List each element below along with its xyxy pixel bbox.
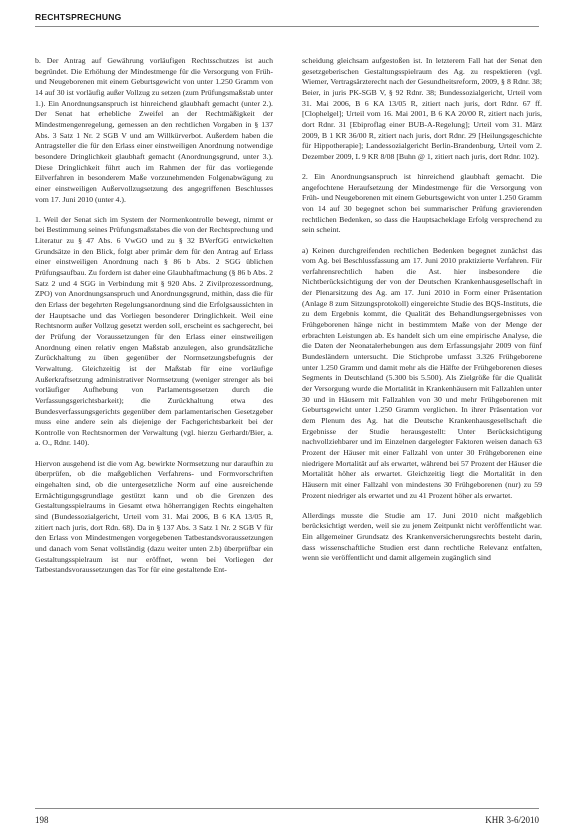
- journal-reference: KHR 3-6/2010: [485, 815, 539, 825]
- left-paragraph-1: b. Der Antrag auf Gewährung vorläufigen Rechtsschutzes ist auch begründet. Die Erhöhung der Mindestmenge für die Versorgung von Früh- und Neugeborenen mit einem Geburtsgewicht von unter 1.250 Gramm von 14 auf 30 ist vorläufig außer Vollzug zu setzen (zum Prüfungsmaßstab unter 1.). Ein Anordnungsanspruch ist hinreichend glaubhaft gemacht (unter 2.). Der Senat hat erhebliche Zweifel an der Rechtmäßigkeit der Mindestmengenregelung, gemessen an den rechtlichen Vorgaben in § 137 Abs. 3 Satz 1 Nr. 2 SGB V und am Willkürverbot. Außerdem haben die Antragsteller die für den Erlass einer einstweiligen Anordnung notwendige besondere Dringlichkeit glaubhaft gemacht (Anordnungsgrund, unter 3.). Diese Dringlichkeit führt auch im Rahmen der für das vorliegende Eilverfahren in besonderem Maße vorzunehmenden Folgenabwägung zu einer einstweiligen Außervollzugsetzung des angegriffenen Beschlusses vom 17. Juni 2010 (unter 4.).: [35, 56, 273, 204]
- section-header: RECHTSPRECHUNG: [35, 12, 122, 22]
- right-paragraph-3: a) Keinen durchgreifenden rechtlichen Bedenken begegnet zunächst das vom Ag. bei Beschlussfassung am 17. Juni 2010 praktizierte Verfahren. Für verfahrensrechtlich haben die Ast. hier insbesondere die Nichtberücksichtigung der von der Deutschen Krankenhausgesellschaft in der Plenarsitzung des Ag. am 17. Juni 2010 in Form einer Präsentation (Anlage 8 zum Sitzungsprotokoll) eingereichte Studie des BQS-Instituts, die zu dem Ergebnis kommt, die Qualität des Behandlungsergebnisses von Frühgeborenen hänge nicht in bestimmtem Maße von der Menge der erbrachten Leistungen ab. Es handelt sich um eine empirische Analyse, die die Daten der Neonatalerhebungen aus dem Erfassungsjahr 2009 von fünf Bundesländern untersucht. Die Stichprobe umfasst 3.326 Frühgeborene unter 1.250 Gramm und damit mehr als die Hälfte der Frühgeborenen dieses Segments in Deutschland (5.300 bis 5.500). Als Zielgröße für die Qualität der Versorgung wurde die Mortalität in Krankenhäusern mit Fallzahlen unter 30 und in Häusern mit Fallzahlen von 30 und mehr Frühgeborenen mit Geburtsgewicht unter 1.250 Gramm verglichen. In ihrer Präsentation vor dem Plenum des Ag. hat die Deutsche Krankenhausgesellschaft die Ergebnisse der Studie herausgestellt: Unter Berücksichtigung nachvollziehbarer und im Einzelnen dargelegter Faktoren weisen danach 63 Prozent der Häuser mit einer Fallzahl von unter 30 Frühgeborenen eine niedrigere Mortalität auf als erwartet, während bei 57 Prozent der Häuser die Mortalität höher als erwartet. Gleichzeitig liegt die Mortalität in den Häusern mit einer Fallzahl von mindestens 30 Frühgeborenen (nur) zu 59 Prozent niedriger als erwartet und zu 41 Prozent höher als erwartet.: [302, 245, 542, 500]
- right-paragraph-4: Allerdings musste die Studie am 17. Juni 2010 nicht maßgeblich berücksichtigt werden, weil sie zu jenem Zeitpunkt nicht veröffentlicht war. Ein allgemeiner Grundsatz des Krankenversicherungsrechts besteht darin, dass wissenschaftliche Studien erst dann rechtliche Relevanz entfalten, wenn sie veröffentlicht und damit allgemein zugänglich sind: [302, 510, 542, 563]
- right-column: [302, 56, 542, 574]
- left-paragraph-3: Hiervon ausgehend ist die vom Ag. bewirkte Normsetzung nur daraufhin zu überprüfen, ob die maßgeblichen Verfahrens- und Formvorschriften eingehalten sind, ob die untergesetzliche Norm auf eine ausreichende Ermächtigungsgrundlage gestützt kann und ob die Grenzen des Gestaltungsspielraums in Gesamt etwa höherrangigen Rechts eingehalten sind (Bundessozialgericht, Urteil vom 31. Mai 2006, B 6 KA 13/05 R, zitiert nach juris, dort Rdn. 68). Da in § 137 Abs. 3 Satz 1 Nr. 2 SGB V für den Erlass von Mindestmengen vorgegebenen Tatbestandsvoraussetzungen und danach vom Senat vollständig (dazu weiter unten 2.b) überprüfbar ein Gestaltungsspielraum ist nur eröffnet, wenn bei Vorliegen der Tatbestandsvoraussetzungen das Tor für eine gestaltende Ent-: [35, 458, 273, 575]
- left-column: [35, 56, 273, 585]
- right-paragraph-1: scheidung gleichsam aufgestoßen ist. In letzterem Fall hat der Senat den gesetzgeberischen Gestaltungsspielraum des Ag. zu respektieren (vgl. Wiemer, Vertragsärzterecht nach der Gesundheitsreform, 2009, § 8 Rdnr. 38; Beier, in juris PK-SGB V, § 92 Rdnr. 38; Bundessozialgericht, Urteil vom 31. Mai 2006, B 6 KA 13/05 R, zitiert nach juris, dort Rdnr. 67 ff. [Clophelgel]; Urteil vom 16. Mai 2001, B 6 KA 20/00 R, zitiert nach juris, dort Rdnr. 31 [Ebiproflag einer BUB-A-Regelung]; Urteil vom 31. März 2009, B 1 KR 36/00 R, zitiert nach juris, dort Rdnr. 29 [Heilungsgeschichte für Hippotherapie]; Landessozialgericht Berlin-Brandenburg, Urteil vom 2. Dezember 2009, L 9 KR 8/08 [Buhn @ 1, zitiert nach juris, dort Rdnr. 102).: [302, 56, 542, 161]
- header-divider: [35, 26, 539, 27]
- left-paragraph-2: 1. Weil der Senat sich im System der Normenkontrolle bewegt, nimmt er bei Bestimmung seines Prüfungsmaßstabes die von der Rechtsprechung und Literatur zu § 47 Abs. 6 VwGO und zu § 32 BVerfGG entwickelten Grundsätze in den Blick, folgt aber primär dem für den Antrag auf Erlass einer einstweiligen Anordnung nach § 86 b Abs. 2 SGG üblichen Prüfungsaufbau. Zu fordern ist daher eine Glaubhaftmachung (§ 86 b Abs. 2 Satz 2 und 4 SGG in Verbindung mit § 920 Abs. 2 Zivilprozessordnung, ZPO) von Anordnungsanspruch und Anordnungsgrund, mithin, dass die für den Erlass der begehrten Regelungsanordnung sind die Erfolgsaussichten in der Hauptsache und das Vorliegen besonderer Dringlichkeit. Weil eine Rechtsnorm außer Vollzug gesetzt werden soll, erscheint es sachgerecht, bei der Prüfung der Voraussetzungen für den Erlass einer einstweiligen Anordnung einen relativ engen Maßstab anzulegen, also grundsätzliche Zurückhaltung zu üben gegenüber der Normsetzungsbefugnis der Verwaltung. Gleichzeitig ist der Maßstab für eine vorläufige Außerkraftsetzung administrativer Normsetzung (weniger strenger als bei vorläufiger Aufhebung von Parlamentsgesetzen durch die Verfassungsgerichtsbarkeit); die Zurückhaltung etwa des Bundesverfassungsgerichts gegenüber dem parlamentarischen Gesetzgeber muss eine andere sein als diejenige der Fachgerichtsbarkeit bei der Kontrolle von Rechtsnormen der Verwaltung (vgl. hierzu Gerhardt/Bier, a. a. O., Rdnr. 140).: [35, 214, 273, 448]
- footer-divider: [35, 808, 539, 809]
- right-paragraph-2: 2. Ein Anordnungsanspruch ist hinreichend glaubhaft gemacht. Die angefochtene Heraufsetzung der Mindestmenge für die Versorgung von Früh- und Neugeborenen mit einem Geburtsgewicht von unter 1.250 Gramm von 14 auf 30 begegnet schon bei summarischer Prüfung gravierenden rechtlichen Bedenken, so dass die Hauptsacheklage Erfolg versprechend zu sein scheint.: [302, 172, 542, 235]
- page-number: 198: [35, 815, 49, 825]
